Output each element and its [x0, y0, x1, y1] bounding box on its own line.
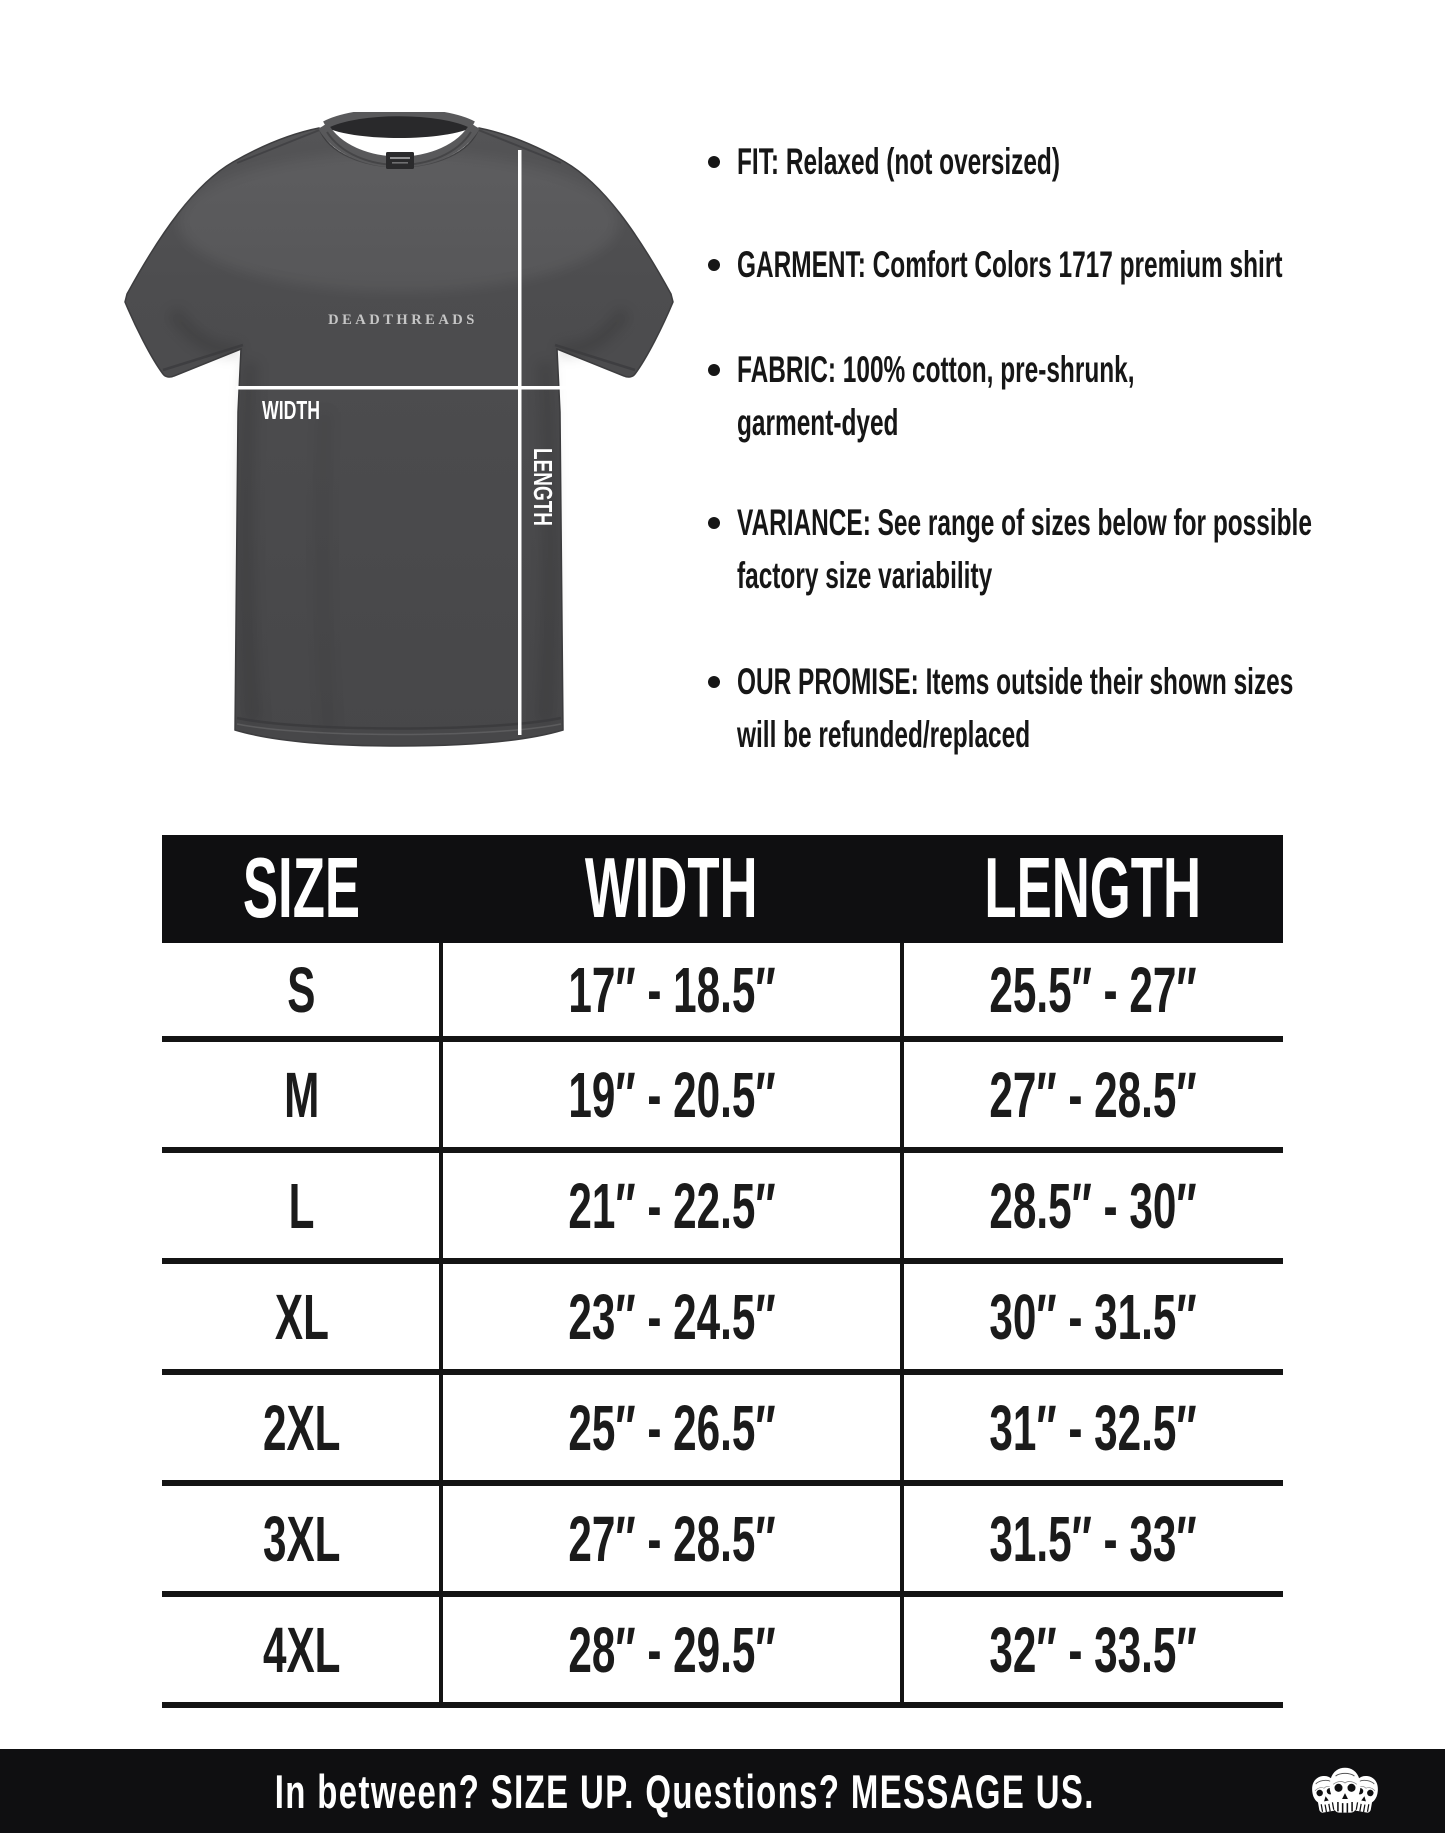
bullet-fit-line-1: FIT: Relaxed (not oversized) [737, 141, 1060, 182]
cell-size: 4XL [262, 1613, 341, 1686]
cell-length: 27″ - 28.5″ [988, 1058, 1197, 1131]
cell-width: 19″ - 20.5″ [567, 1058, 776, 1131]
cell-length: 31.5″ - 33″ [988, 1502, 1197, 1575]
tshirt-graphic [75, 112, 695, 752]
bullet-promise [737, 655, 1445, 761]
cell-length: 31″ - 32.5″ [988, 1391, 1197, 1464]
width-label: WIDTH [262, 395, 320, 425]
size-table [162, 835, 1283, 1708]
bullet-variance [737, 496, 1445, 602]
header-length: LENGTH [984, 841, 1201, 936]
cell-width: 23″ - 24.5″ [567, 1280, 776, 1353]
cell-width: 21″ - 22.5″ [567, 1169, 776, 1242]
cell-size: L [288, 1169, 315, 1242]
footer-bar [0, 1749, 1445, 1833]
cell-width: 27″ - 28.5″ [567, 1502, 776, 1575]
cell-size: 2XL [262, 1391, 341, 1464]
bullet-dot [708, 156, 720, 168]
bullet-dot [708, 364, 720, 376]
table-row-4xl [162, 1591, 1283, 1702]
table-row-s [162, 943, 1283, 1036]
bullet-promise-line-2: will be refunded/replaced [737, 714, 1031, 755]
bullet-fabric [737, 343, 1339, 449]
bullet-variance-line-2: factory size variability [737, 555, 993, 596]
header-size: SIZE [242, 841, 361, 936]
bullet-dot [708, 676, 720, 688]
three-skulls-icon [1306, 1757, 1384, 1827]
size-table-header [162, 835, 1283, 943]
bullet-dot [708, 517, 720, 529]
cell-size: S [287, 953, 316, 1026]
neck-tag [386, 152, 414, 169]
cell-size: XL [274, 1280, 329, 1353]
bullet-promise-line-1: OUR PROMISE: Items outside their shown sizes [737, 661, 1294, 702]
length-measure-line [518, 150, 522, 735]
cell-width: 25″ - 26.5″ [567, 1391, 776, 1464]
bullet-variance-line-1: VARIANCE: See range of sizes below for possible [737, 502, 1312, 543]
table-row-xl [162, 1258, 1283, 1369]
table-row-l [162, 1147, 1283, 1258]
bullet-fabric-line-1: FABRIC: 100% cotton, pre-shrunk, [737, 349, 1135, 390]
cell-length: 28.5″ - 30″ [988, 1169, 1197, 1242]
table-row-m [162, 1036, 1283, 1147]
bullet-garment [737, 238, 1445, 291]
table-row-2xl [162, 1369, 1283, 1480]
size-table-body [162, 943, 1283, 1708]
column-divider-2 [900, 943, 904, 1702]
cell-size: 3XL [262, 1502, 341, 1575]
bullet-fit [737, 135, 1226, 188]
cell-length: 32″ - 33.5″ [988, 1613, 1197, 1686]
cell-length: 30″ - 31.5″ [988, 1280, 1197, 1353]
cell-size: M [283, 1058, 320, 1131]
width-measure-line [236, 386, 676, 390]
bullet-fabric-line-2: garment-dyed [737, 402, 899, 443]
cell-width: 17″ - 18.5″ [567, 953, 776, 1026]
bullet-dot [708, 259, 720, 271]
length-label: LENGTH [528, 448, 558, 555]
footer-text: In between? SIZE UP. Questions? MESSAGE US. [274, 1764, 1096, 1818]
cell-width: 28″ - 29.5″ [567, 1613, 776, 1686]
column-divider-1 [439, 943, 443, 1702]
header-width: WIDTH [585, 841, 758, 936]
shirt-brand-text: DEADTHREADS [328, 312, 478, 328]
bullet-garment-line-1: GARMENT: Comfort Colors 1717 premium shirt [737, 244, 1283, 285]
cell-length: 25.5″ - 27″ [988, 953, 1197, 1026]
table-row-3xl [162, 1480, 1283, 1591]
